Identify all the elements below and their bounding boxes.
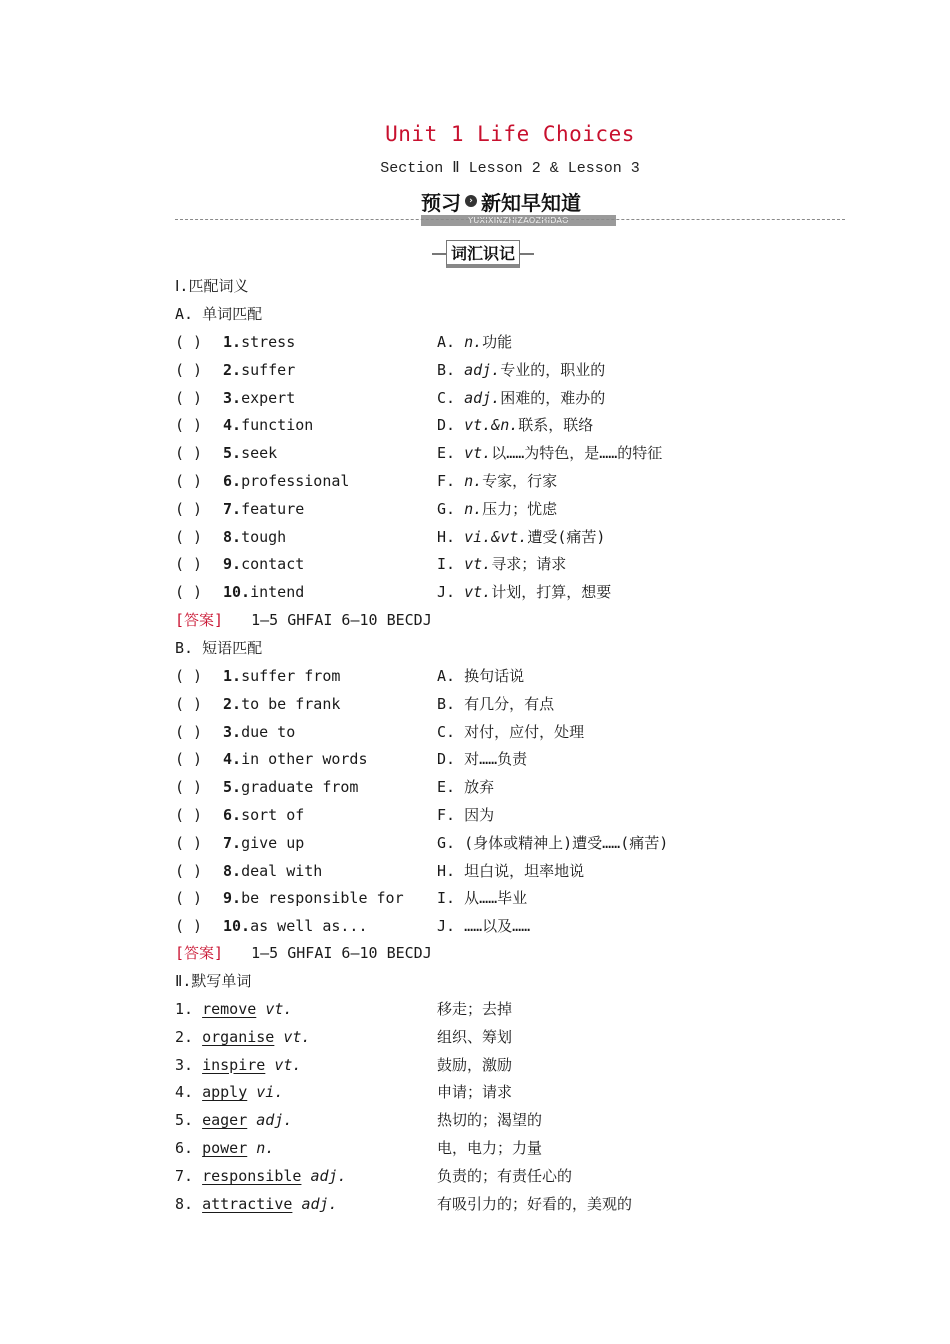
answer-blank: ( ) [175,583,203,602]
phrase-match-row [175,722,295,742]
option-letter: G. [437,833,456,852]
item-number: 1. [223,333,242,351]
option-meaning: 以……为特色，是……的特征 [491,444,663,463]
option-letter: A. [437,333,456,351]
item-number: 5. [223,778,242,797]
option-meaning: 对付，应付，处理 [464,722,585,741]
answer-blank: ( ) [175,388,203,407]
answer-blank: ( ) [175,360,203,379]
dictation-row [175,1138,274,1158]
option-meaning: 因为 [464,806,495,824]
part1-a-heading: A. 单词匹配 [175,305,263,323]
part-of-speech: adj. [301,1194,338,1213]
part-of-speech: vt. [464,444,492,463]
answer-b [175,943,432,963]
word-match-row [175,582,304,602]
part-of-speech: n. [464,333,483,351]
filled-word: attractive [202,1194,293,1213]
phrase-meaning-row [437,833,668,853]
option-letter: G. [437,499,456,518]
item-word: stress [241,333,296,351]
option-letter: D. [437,416,456,435]
filled-word: remove [202,1000,257,1018]
item-phrase: suffer from [241,667,341,685]
answer-blank: ( ) [175,917,203,936]
dictation-meaning: 申请；请求 [437,1083,513,1102]
vocab-badge [432,243,534,265]
section-subtitle: Section Ⅱ Lesson 2 & Lesson 3 [380,160,640,177]
item-number: 3. [175,1055,194,1074]
answer-text: 1—5 GHFAI 6—10 BECDJ [251,611,432,629]
answer-label: [答案] [175,611,224,629]
item-word: professional [241,472,350,490]
phrase-meaning-row [437,888,527,908]
phrase-match-row [175,888,404,908]
word-match-row [175,554,304,574]
part-of-speech: vi.&vt. [464,527,528,546]
phrase-match-row [175,833,304,853]
banner-divider [175,219,845,220]
preview-banner [175,186,845,228]
option-meaning: 从……毕业 [464,889,528,908]
word-meaning-row [437,443,662,463]
answer-blank: ( ) [175,722,203,741]
phrase-match-row [175,666,340,686]
phrase-match-row [175,694,340,714]
filled-word: apply [202,1083,248,1102]
part-of-speech: vi. [256,1083,284,1102]
item-number: 4. [223,750,242,769]
part-of-speech: n. [256,1139,275,1157]
part-of-speech: vt. [464,583,492,602]
dictation-row [175,1027,310,1047]
option-letter: E. [437,778,456,797]
arrow-icon: › [465,195,477,207]
phrase-match-row [175,777,358,797]
item-word: function [241,416,314,435]
phrase-meaning-row [437,749,527,769]
phrase-meaning-row [437,722,584,742]
item-number: 9. [223,889,242,908]
item-word: tough [241,527,287,546]
item-phrase: deal with [241,861,323,880]
option-letter: J. [437,583,456,602]
option-letter: H. [437,527,456,546]
dictation-meaning: 组织、筹划 [437,1027,513,1046]
word-match-row [175,360,295,380]
item-phrase: graduate from [241,778,359,797]
dictation-meaning: 有吸引力的；好看的，美观的 [437,1194,633,1213]
option-meaning: 压力；忧虑 [482,499,558,518]
item-number: 2. [223,360,242,379]
option-meaning: 放弃 [464,778,495,797]
item-phrase: to be frank [241,694,341,713]
part1-heading: Ⅰ.匹配词义 [175,277,249,295]
item-number: 7. [175,1166,194,1185]
option-letter: C. [437,388,456,407]
item-word: expert [241,388,296,407]
part-of-speech: vt. [283,1027,311,1046]
item-number: 4. [175,1083,194,1102]
phrase-meaning-row [437,694,554,714]
dictation-meaning: 热切的；渴望的 [437,1111,543,1130]
word-meaning-row [437,554,566,574]
dictation-meaning: 移走；去掉 [437,1000,513,1018]
banner-title [421,186,581,216]
answer-blank: ( ) [175,667,203,685]
word-meaning-row [437,471,557,491]
answer-blank: ( ) [175,527,203,546]
item-phrase: give up [241,833,305,852]
answer-blank: ( ) [175,416,203,435]
answer-blank: ( ) [175,861,203,880]
option-meaning: 计划，打算，想要 [491,583,612,602]
word-meaning-row [437,332,512,352]
item-number: 7. [223,499,242,518]
part1-b-heading: B. 短语匹配 [175,639,263,657]
item-number: 9. [223,555,242,574]
item-number: 10. [223,917,251,936]
part-of-speech: adj. [256,1111,293,1130]
option-meaning: 专业的，职业的 [500,360,606,379]
option-meaning: 困难的，难办的 [500,388,606,407]
option-letter: B. [437,360,456,379]
answer-blank: ( ) [175,694,203,713]
badge-line-right [520,253,534,255]
phrase-meaning-row [437,861,584,881]
phrase-meaning-row [437,916,530,936]
word-match-row [175,527,286,547]
item-number: 8. [175,1194,194,1213]
answer-blank: ( ) [175,472,203,490]
banner-pinyin: YUXIXINZHIZAOZHIDAO [421,215,616,226]
part-of-speech: vt.&n. [464,416,519,435]
option-letter: B. [437,694,456,713]
item-number: 6. [223,806,242,824]
phrase-match-row [175,805,304,825]
part-of-speech: vt. [265,1000,293,1018]
answer-blank: ( ) [175,499,203,518]
word-match-row [175,471,349,491]
phrase-meaning-row [437,666,524,686]
item-number: 8. [223,527,242,546]
item-number: 8. [223,861,242,880]
item-phrase: as well as... [250,917,368,936]
item-word: feature [241,499,305,518]
item-number: 2. [223,694,242,713]
unit-title: Unit 1 Life Choices [385,122,635,146]
part-of-speech: n. [464,472,483,490]
part2-heading: Ⅱ.默写单词 [175,972,252,990]
item-number: 2. [175,1027,194,1046]
option-letter: F. [437,806,456,824]
dictation-meaning: 鼓励，激励 [437,1055,513,1074]
option-letter: E. [437,444,456,463]
phrase-match-row [175,916,368,936]
option-meaning: 专家，行家 [482,472,558,490]
item-number: 5. [223,444,242,463]
word-meaning-row [437,499,557,519]
badge-line-left [432,253,446,255]
banner-text: 预习 [421,190,461,215]
item-phrase: sort of [241,806,305,824]
option-letter: C. [437,722,456,741]
answer-blank: ( ) [175,555,203,574]
dictation-row [175,1055,301,1075]
item-number: 1. [223,667,242,685]
part-of-speech: adj. [310,1166,347,1185]
word-match-row [175,499,304,519]
option-meaning: 功能 [482,333,513,351]
filled-word: responsible [202,1166,302,1185]
answer-blank: ( ) [175,333,203,351]
answer-blank: ( ) [175,833,203,852]
option-meaning: 遭受(痛苦) [527,527,606,546]
option-letter: F. [437,472,456,490]
item-number: 1. [175,1000,194,1018]
item-phrase: due to [241,722,296,741]
option-meaning: 对……负责 [464,750,528,769]
item-number: 4. [223,416,242,435]
item-number: 5. [175,1111,194,1130]
answer-blank: ( ) [175,778,203,797]
dictation-row [175,1194,338,1214]
answer-text: 1—5 GHFAI 6—10 BECDJ [251,944,432,962]
item-word: contact [241,555,305,574]
item-word: suffer [241,360,296,379]
option-meaning: 坦白说，坦率地说 [464,861,585,880]
item-number: 3. [223,722,242,741]
item-word: intend [250,583,305,602]
part-of-speech: n. [464,499,483,518]
filled-word: organise [202,1027,275,1046]
option-meaning: 换句话说 [464,667,525,685]
option-letter: I. [437,889,456,908]
option-meaning: 有几分，有点 [464,694,555,713]
dictation-row [175,999,292,1019]
option-letter: I. [437,555,456,574]
filled-word: inspire [202,1055,266,1074]
item-phrase: be responsible for [241,889,404,908]
item-number: 3. [223,388,242,407]
item-number: 6. [175,1139,194,1157]
part-of-speech: vt. [464,555,492,574]
phrase-meaning-row [437,777,494,797]
dictation-row [175,1082,283,1102]
answer-a [175,610,432,630]
answer-blank: ( ) [175,806,203,824]
option-meaning: (身体或精神上)遭受……(痛苦) [464,833,669,852]
word-match-row [175,332,295,352]
item-number: 7. [223,833,242,852]
option-letter: D. [437,750,456,769]
filled-word: power [202,1139,248,1157]
phrase-match-row [175,861,322,881]
word-meaning-row [437,582,611,602]
phrase-match-row [175,749,368,769]
word-meaning-row [437,360,605,380]
answer-blank: ( ) [175,444,203,463]
dictation-row [175,1110,292,1130]
badge-label: 词汇识记 [446,240,520,268]
word-meaning-row [437,527,605,547]
dictation-row [175,1166,347,1186]
item-phrase: in other words [241,750,368,769]
answer-label: [答案] [175,944,224,962]
part-of-speech: adj. [464,360,501,379]
word-match-row [175,443,277,463]
dictation-meaning: 电，电力；力量 [437,1139,543,1157]
item-number: 6. [223,472,242,490]
option-letter: H. [437,861,456,880]
answer-blank: ( ) [175,889,203,908]
phrase-meaning-row [437,805,494,825]
item-number: 10. [223,583,251,602]
option-letter: A. [437,667,456,685]
option-meaning: 寻求；请求 [491,555,567,574]
item-word: seek [241,444,278,463]
word-match-row [175,415,313,435]
part-of-speech: adj. [464,388,501,407]
answer-blank: ( ) [175,750,203,769]
banner-text-2: 新知早知道 [481,190,581,215]
filled-word: eager [202,1111,248,1130]
word-meaning-row [437,415,593,435]
part-of-speech: vt. [274,1055,302,1074]
option-meaning: 联系，联络 [518,416,594,435]
option-meaning: ……以及…… [464,917,531,936]
word-meaning-row [437,388,605,408]
dictation-meaning: 负责的；有责任心的 [437,1166,573,1185]
word-match-row [175,388,295,408]
option-letter: J. [437,917,456,936]
